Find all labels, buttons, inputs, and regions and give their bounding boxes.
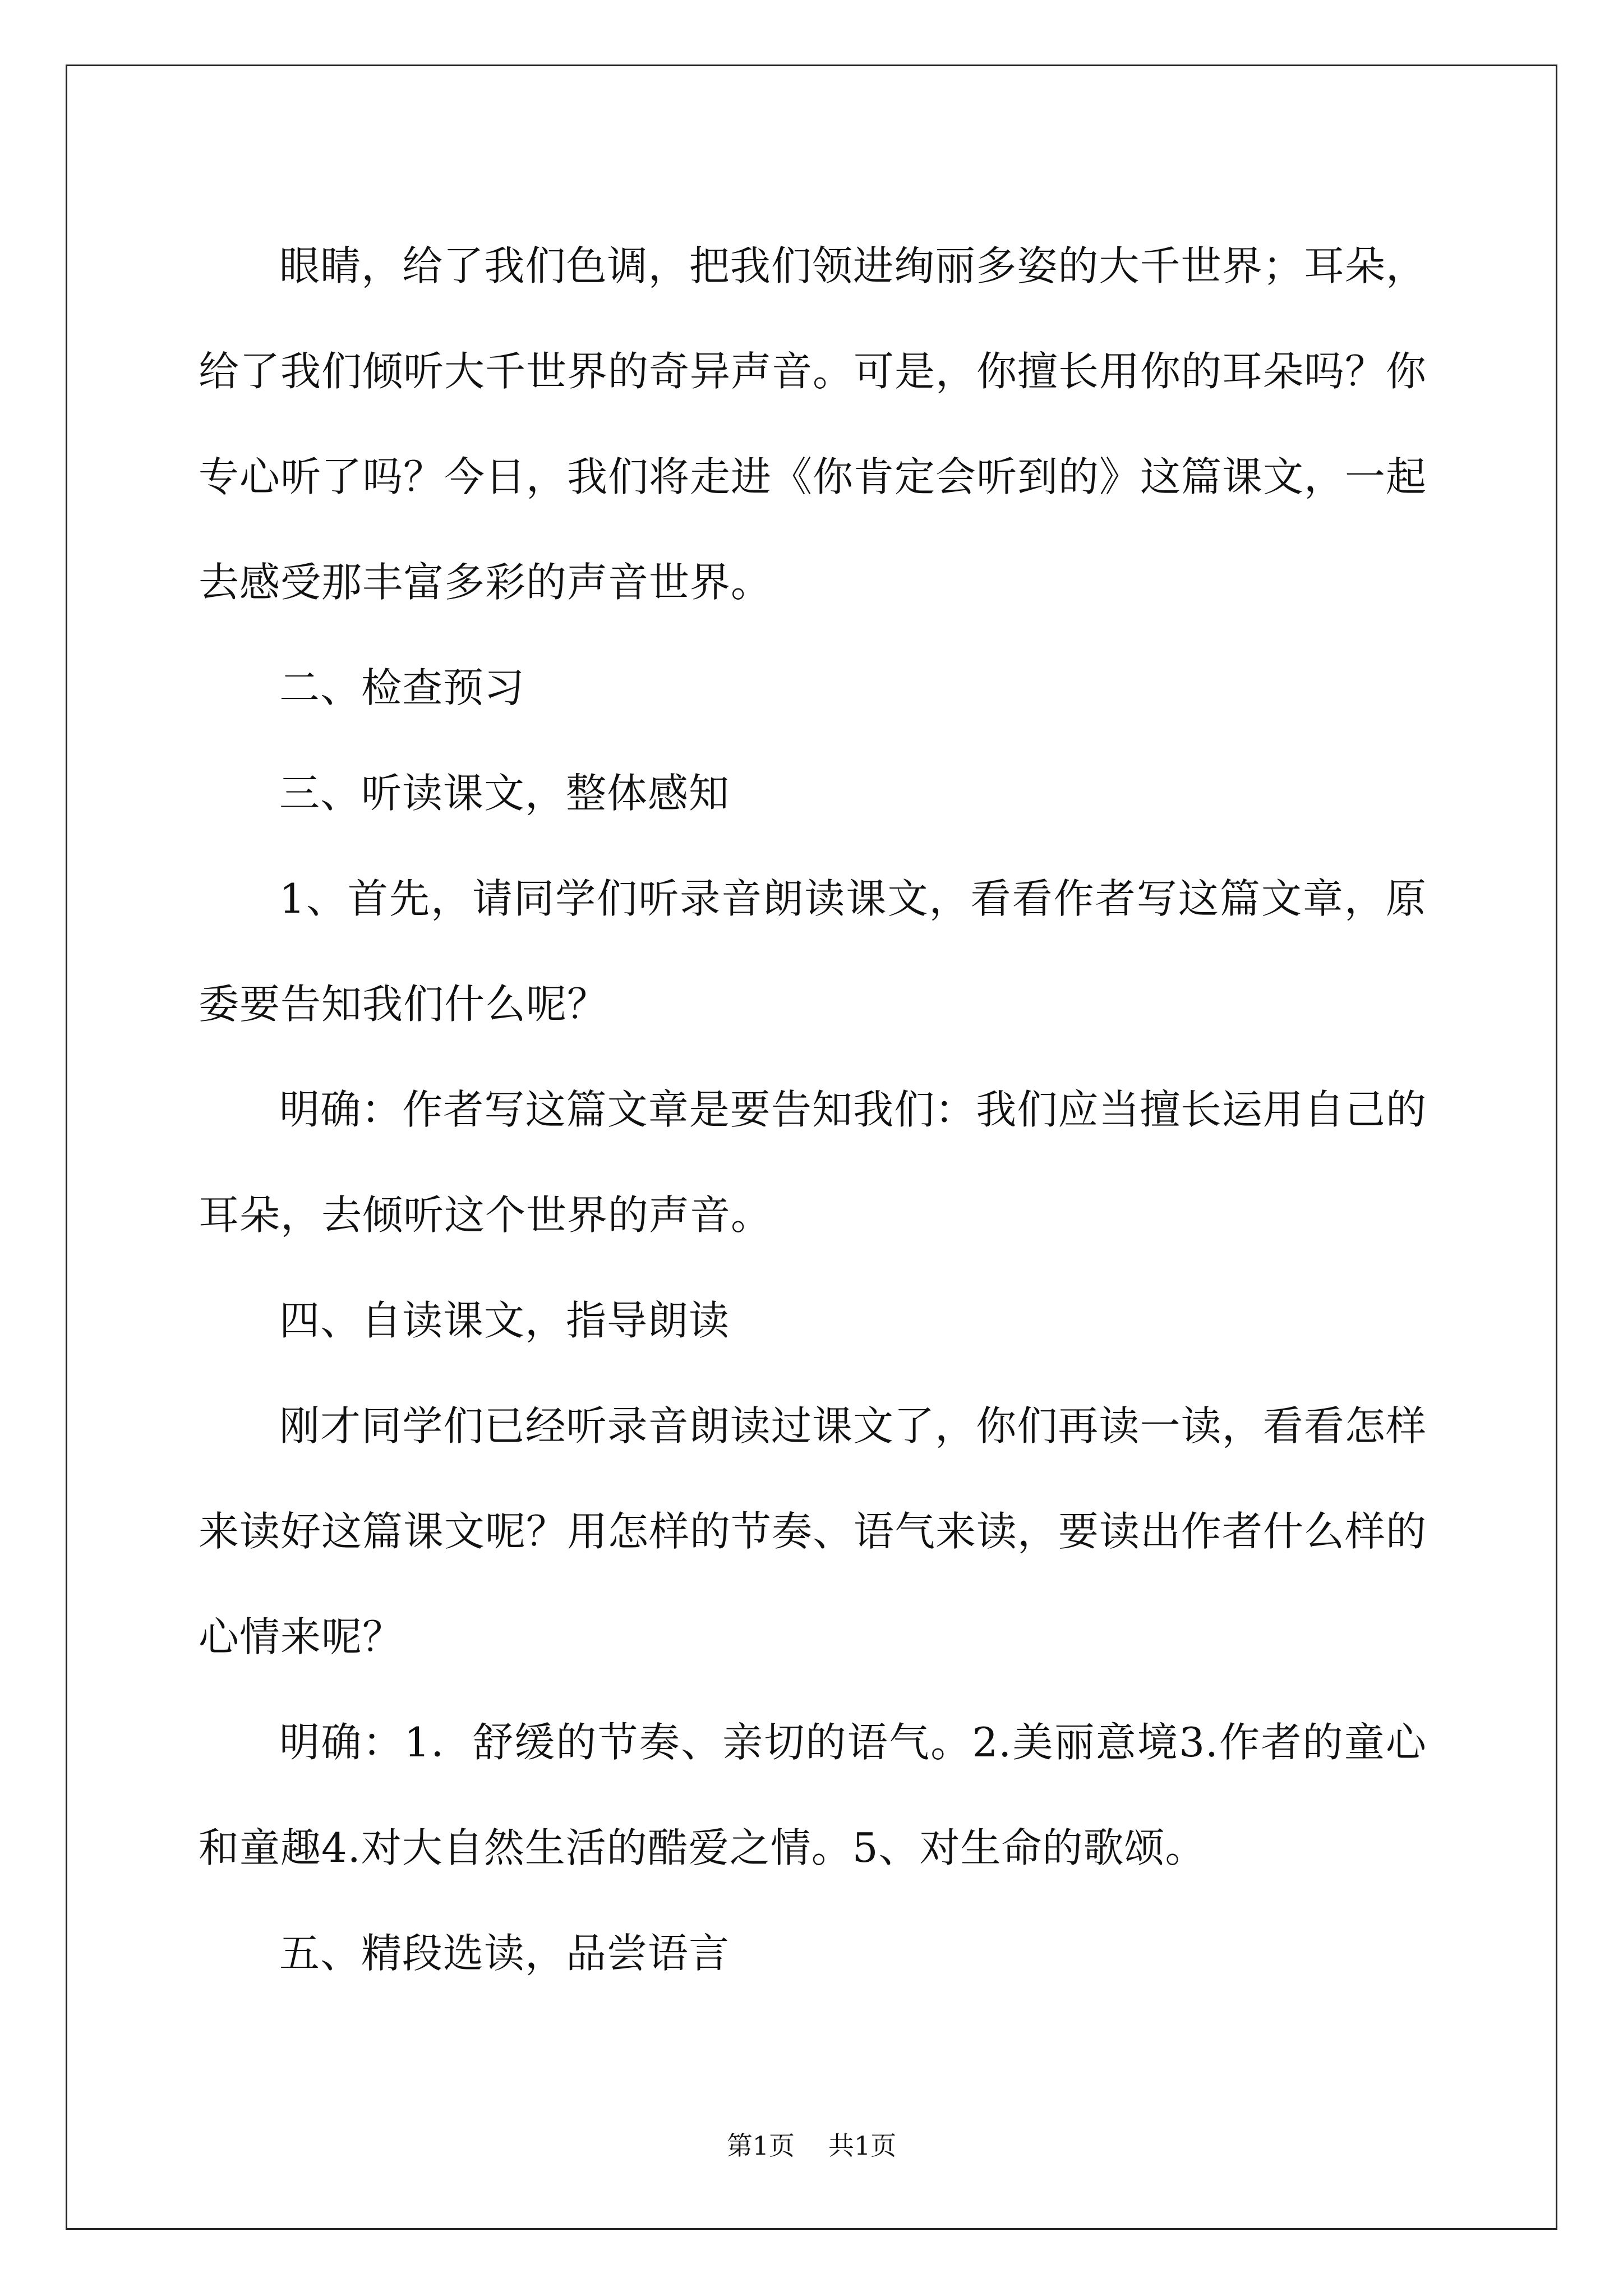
page-footer: [0, 2129, 1623, 2162]
page-number-current: 第1页: [726, 2131, 795, 2161]
paragraph-answer-1: 明确：作者写这篇文章是要告知我们：我们应当擅长运用自己的耳朵，去倾听这个世界的声音。: [199, 1086, 1427, 1239]
document-body: [199, 213, 1427, 2006]
heading-selected-reading: 五、精段选读，品尝语言: [279, 1930, 730, 1977]
page-number-total: 共1页: [828, 2131, 897, 2161]
heading-self-read: 四、自读课文，指导朗读: [279, 1297, 730, 1344]
heading-check-preview: 二、检查预习: [279, 664, 525, 711]
paragraph-answer-2: 明确：1．舒缓的节奏、亲切的语气。2.美丽意境3.作者的童心和童趣4.对大自然生活的酷爱之情。5、对生命的歌颂。: [199, 1719, 1427, 1871]
paragraph-intro: 眼睛，给了我们色调，把我们领进绚丽多姿的大千世界；耳朵，给了我们倾听大千世界的奇异声音。可是，你擅长用你的耳朵吗？你专心听了吗？今日，我们将走进《你肯定会听到的》这篇课文，一起去感受那丰富多彩的声音世界。: [199, 242, 1427, 606]
heading-listen-read: 三、听读课文，整体感知: [279, 770, 730, 817]
paragraph-reading-guide: 刚才同学们已经听录音朗读过课文了，你们再读一读，看看怎样来读好这篇课文呢？用怎样的节奏、语气来读，要读出作者什么样的心情来呢？: [199, 1402, 1427, 1660]
paragraph-question-1: 1、首先，请同学们听录音朗读课文，看看作者写这篇文章，原委要告知我们什么呢？: [199, 875, 1427, 1028]
